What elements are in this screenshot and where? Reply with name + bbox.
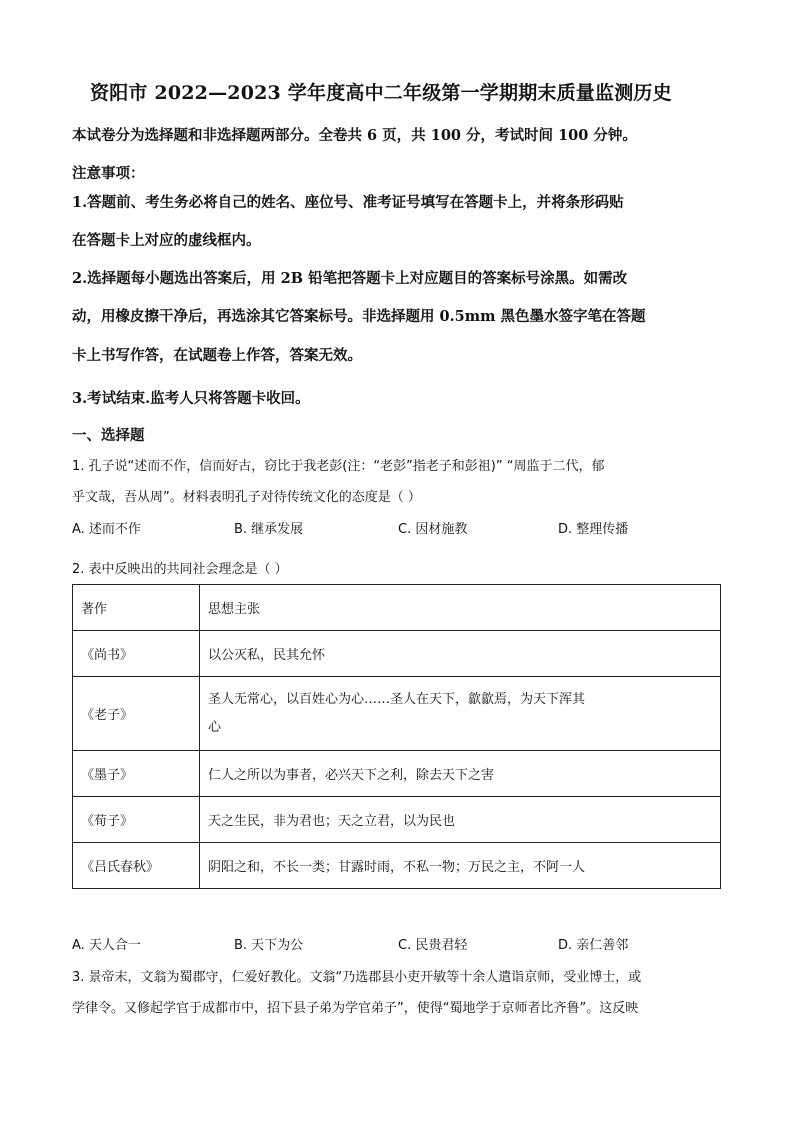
table-cell-idea: 仁人之所以为事者，必兴天下之利，除去天下之害 [200, 751, 721, 797]
notice-heading: 注意事项： [72, 165, 145, 182]
intro-line: 本试卷分为选择题和非选择题两部分。全卷共 6 页，共 100 分，考试时间 100 分钟。 [72, 127, 637, 144]
table-cell-idea-line2: 心 [208, 719, 222, 735]
q1-option-c[interactable]: C. 因材施教 [398, 522, 468, 537]
table-row [73, 843, 721, 889]
q2-option-b[interactable]: B. 天下为公 [234, 938, 304, 953]
notice-item-1a: 1.答题前、考生务必将自己的姓名、座位号、准考证号填写在答题卡上，并将条形码贴 [72, 194, 624, 211]
q3-stem-line1: 3. 景帝末，文翁为蜀郡守，仁爱好教化。文翁“乃选郡县小吏开敏等十余人遣诣京师，受业博士，或 [72, 970, 642, 985]
table-header-work: 著作 [73, 585, 200, 631]
notice-item-1b: 在答题卡上对应的虚线框内。 [72, 232, 261, 249]
q2-option-d[interactable]: D. 亲仁善邻 [558, 938, 629, 953]
notice-item-2b: 动，用橡皮擦干净后，再选涂其它答案标号。非选择题用 0.5mm 黑色墨水签字笔在答题 [72, 308, 646, 325]
q2-option-a[interactable]: A. 天人合一 [72, 938, 141, 953]
table-cell-idea-line1: 圣人无常心，以百姓心为心……圣人在天下，歙歙焉，为天下浑其 [208, 691, 586, 707]
section-heading: 一、选择题 [72, 427, 145, 444]
q2-option-c[interactable]: C. 民贵君轻 [398, 938, 468, 953]
table-cell-work: 《老子》 [73, 677, 200, 751]
q1-option-a[interactable]: A. 述而不作 [72, 522, 141, 537]
table-header-idea: 思想主张 [200, 585, 721, 631]
table-cell-work: 《吕氏春秋》 [73, 843, 200, 889]
table-cell-idea: 阴阳之和，不长一类；甘露时雨，不私一物；万民之主，不阿一人 [200, 843, 721, 889]
q1-option-b[interactable]: B. 继承发展 [234, 522, 304, 537]
notice-item-2c: 卡上书写作答，在试题卷上作答，答案无效。 [72, 347, 362, 364]
table-row [73, 751, 721, 797]
table-row [73, 631, 721, 677]
q1-stem-line2: 乎文哉，吾从周”。材料表明孔子对待传统文化的态度是（ ） [72, 490, 421, 505]
notice-item-2a: 2.选择题每小题选出答案后，用 2B 铅笔把答题卡上对应题目的答案标号涂黑。如需改 [72, 270, 628, 287]
table-cell-work: 《墨子》 [73, 751, 200, 797]
q1-stem-line1: 1. 孔子说“述而不作，信而好古，窃比于我老彭(注：“老彭”指老子和彭祖)” “周监于二代，郁 [72, 459, 605, 474]
table-row [73, 797, 721, 843]
table-row [73, 677, 721, 751]
q3-stem-line2: 学律令。又修起学官于成都市中，招下县子弟为学官弟子”，使得“蜀地学于京师者比齐鲁”。这反映 [72, 1001, 639, 1016]
table-cell-idea [200, 677, 721, 751]
table-cell-work: 《荀子》 [73, 797, 200, 843]
table-cell-idea: 天之生民，非为君也；天之立君，以为民也 [200, 797, 721, 843]
q1-option-d[interactable]: D. 整理传播 [558, 522, 629, 537]
table-header-row [73, 585, 721, 631]
exam-title: 资阳市 2022—2023 学年度高中二年级第一学期期末质量监测历史 [90, 82, 672, 104]
notice-item-3: 3.考试结束.监考人只将答题卡收回。 [72, 390, 310, 407]
q2-source-table [72, 584, 721, 889]
table-cell-work: 《尚书》 [73, 631, 200, 677]
table-cell-idea: 以公灭私，民其允怀 [200, 631, 721, 677]
q2-stem: 2. 表中反映出的共同社会理念是（ ） [72, 562, 288, 577]
